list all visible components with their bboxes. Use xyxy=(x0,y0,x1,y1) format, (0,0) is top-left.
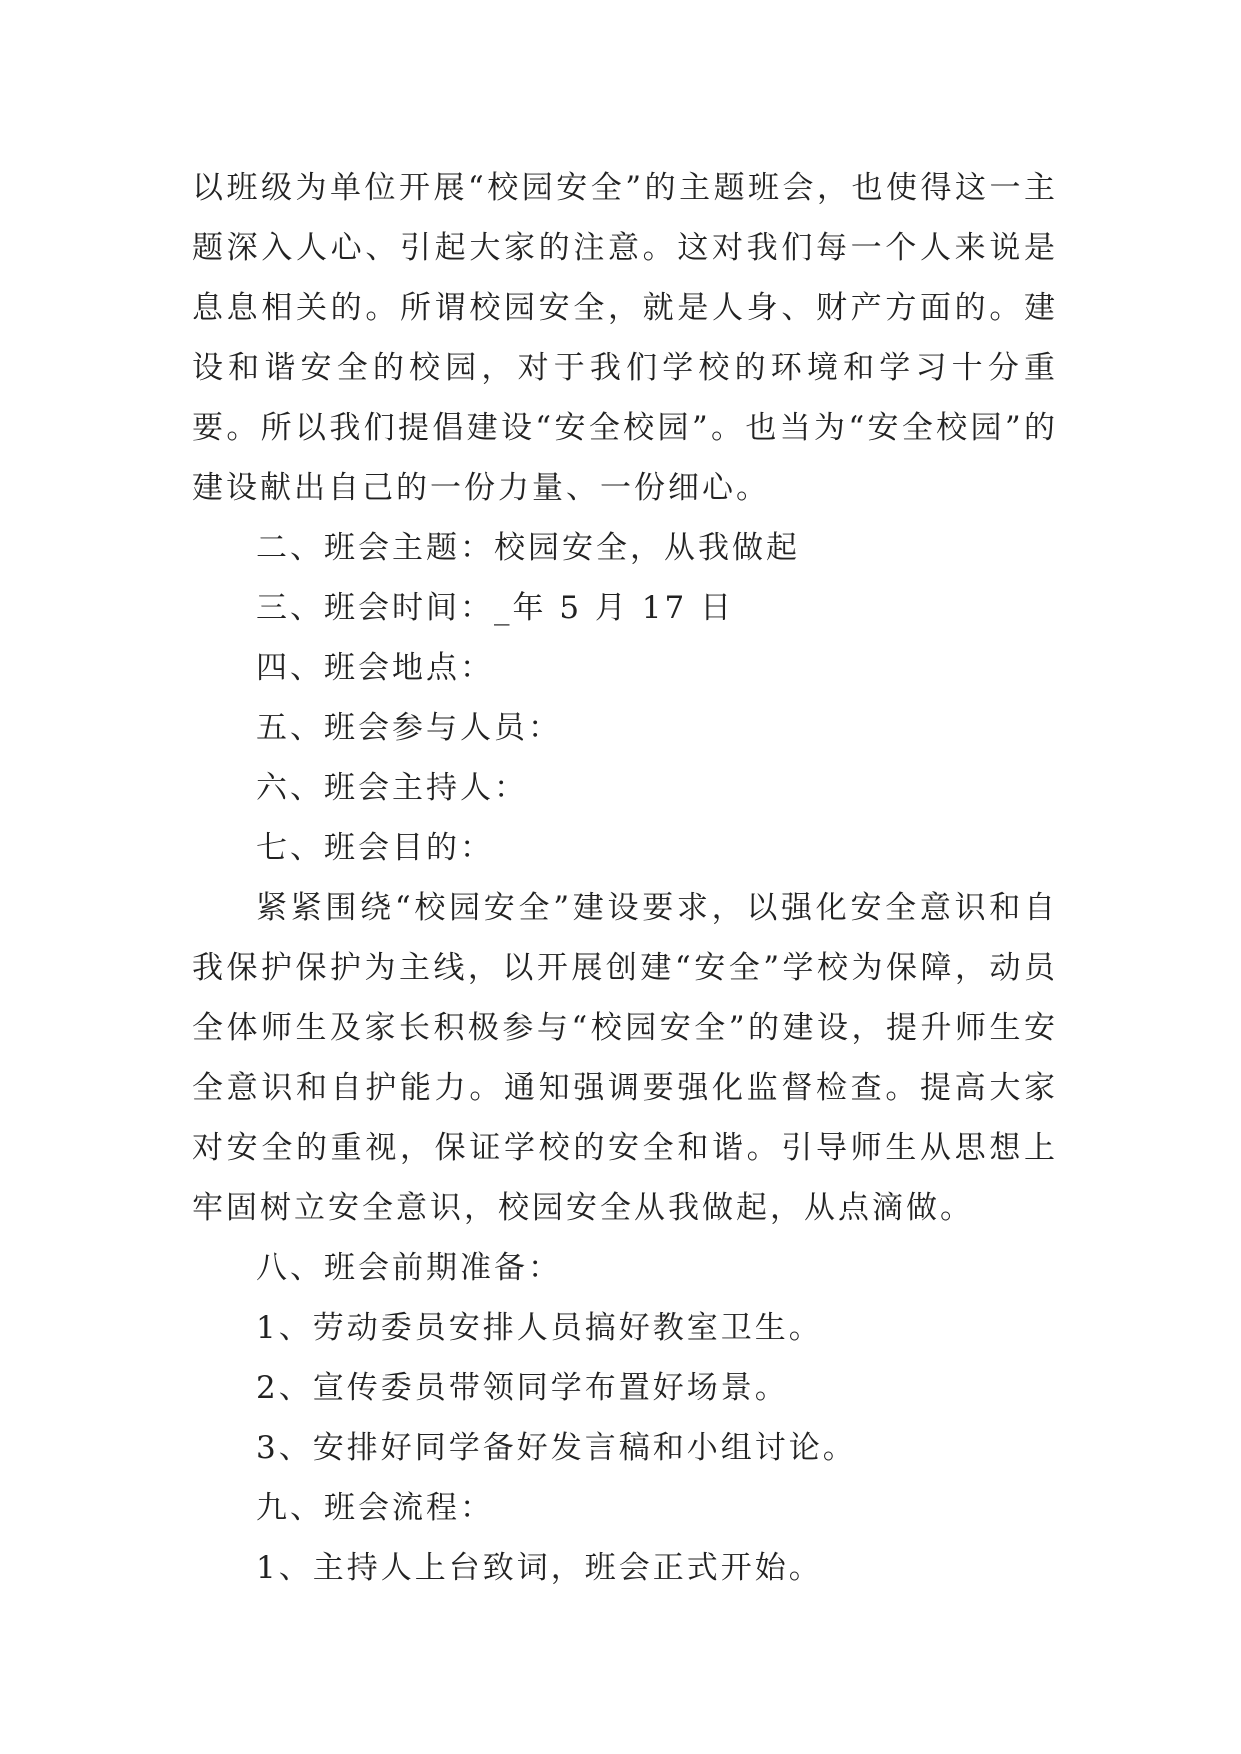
preparation-heading: 八、班会前期准备： xyxy=(256,1250,562,1286)
meeting-host: 六、班会主持人： xyxy=(256,770,528,806)
meeting-location: 四、班会地点： xyxy=(256,650,494,686)
process-heading: 九、班会流程： xyxy=(256,1490,494,1526)
meeting-time: 三、班会时间：_年 5 月 17 日 xyxy=(256,590,735,626)
meeting-participants: 五、班会参与人员： xyxy=(256,710,562,746)
meeting-purpose-heading: 七、班会目的： xyxy=(256,830,494,866)
meeting-theme: 二、班会主题：校园安全，从我做起 xyxy=(256,530,800,566)
preparation-item: 2、宣传委员带领同学布置好场景。 xyxy=(256,1370,789,1406)
preparation-item: 3、安排好同学备好发言稿和小组讨论。 xyxy=(256,1430,857,1466)
document-body xyxy=(192,158,1058,1598)
process-item: 1、主持人上台致词，班会正式开始。 xyxy=(256,1550,823,1586)
intro-paragraph: 以班级为单位开展“校园安全”的主题班会，也使得这一主题深入人心、引起大家的注意。这对我们每一个人来说是息息相关的。所谓校园安全，就是人身、财产方面的。建设和谐安全的校园，对于我们学校的环境和学习十分重要。所以我们提倡建设“安全校园”。也当为“安全校园”的建设献出自己的一份力量、一份细心。 xyxy=(192,170,1058,506)
meeting-purpose-paragraph: 紧紧围绕“校园安全”建设要求，以强化安全意识和自我保护保护为主线，以开展创建“安全”学校为保障，动员全体师生及家长积极参与“校园安全”的建设，提升师生安全意识和自护能力。通知强调要强化监督检查。提高大家对安全的重视，保证学校的安全和谐。引导师生从思想上牢固树立安全意识，校园安全从我做起，从点滴做。 xyxy=(192,890,1058,1226)
preparation-item: 1、劳动委员安排人员搞好教室卫生。 xyxy=(256,1310,823,1346)
